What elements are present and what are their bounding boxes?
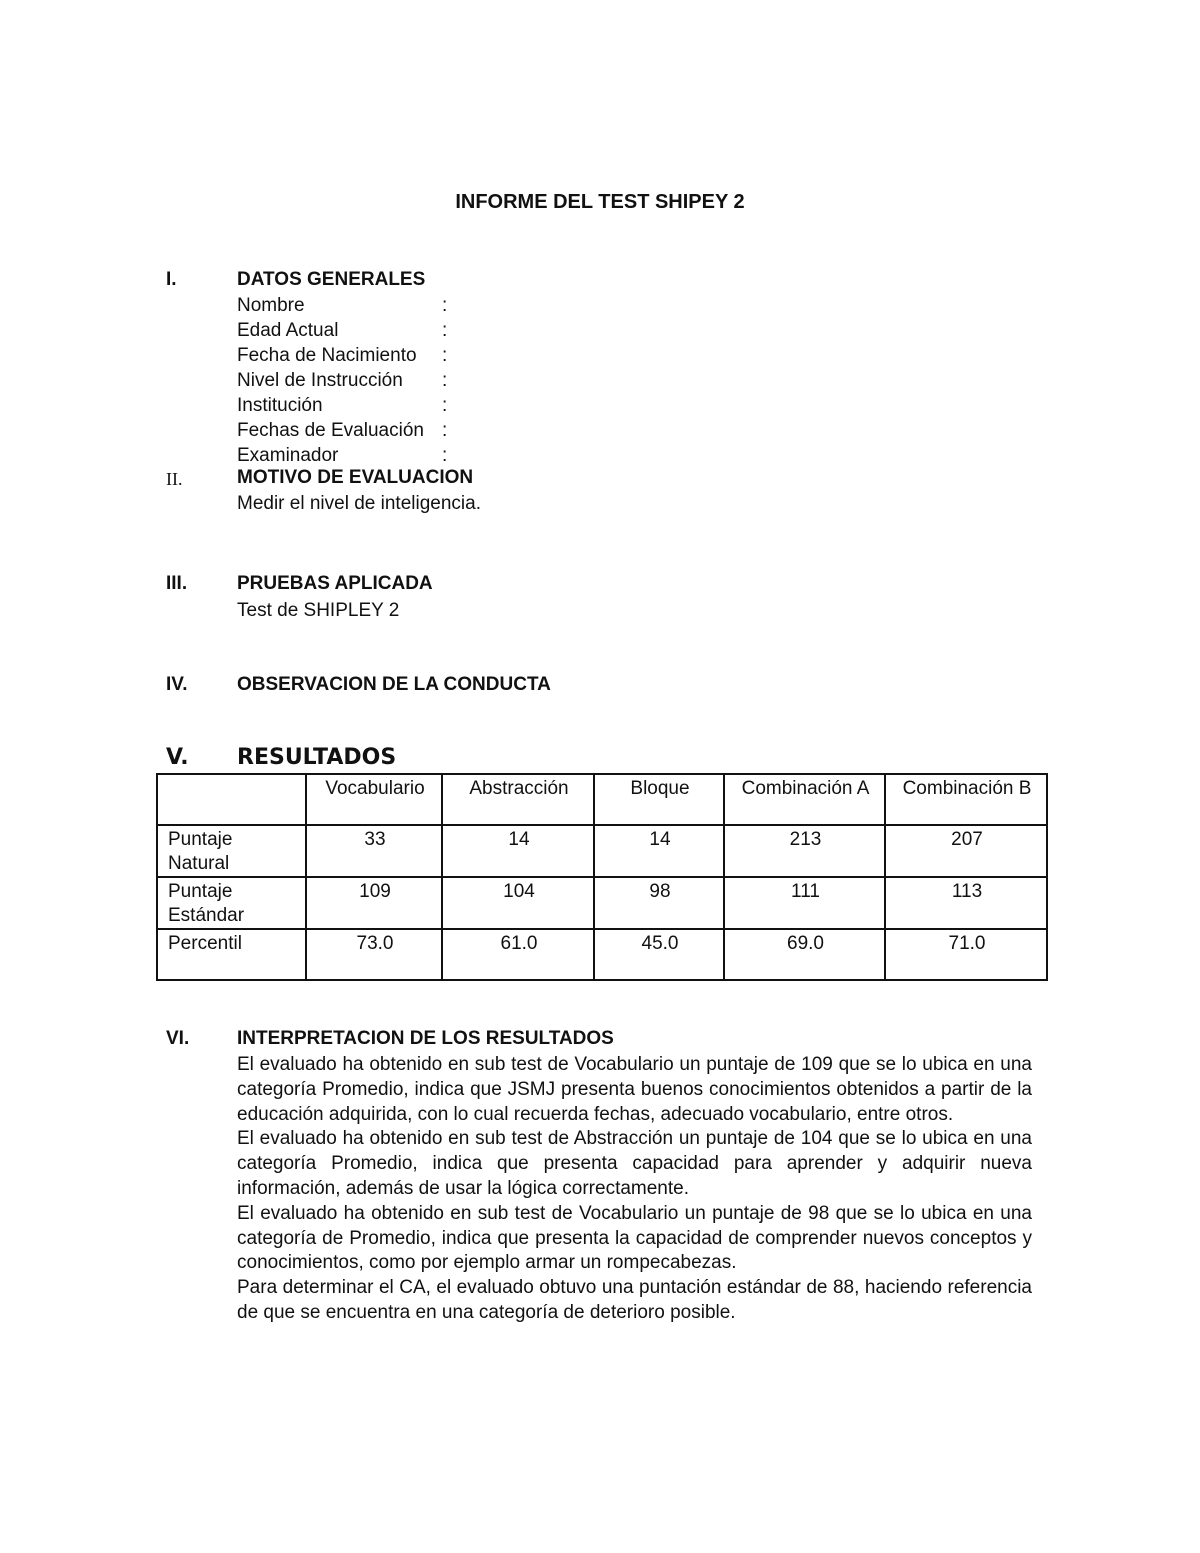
field-colon: : xyxy=(442,395,448,416)
table-header-cell: Abstracción xyxy=(442,774,594,825)
table-cell: 207 xyxy=(885,825,1047,877)
field-colon: : xyxy=(442,295,448,316)
section-3-text: Test de SHIPLEY 2 xyxy=(237,600,400,621)
table-cell: 104 xyxy=(442,877,594,929)
field-label: Institución xyxy=(237,395,323,416)
section-4-number: IV. xyxy=(166,674,188,695)
field-label: Edad Actual xyxy=(237,320,339,341)
table-row xyxy=(157,825,1047,877)
table-header-cell: Bloque xyxy=(594,774,724,825)
interpretation-body xyxy=(237,1053,1032,1326)
section-5-heading: RESULTADOS xyxy=(237,745,397,770)
table-cell: 109 xyxy=(306,877,442,929)
table-cell: 213 xyxy=(724,825,885,877)
table-cell: 45.0 xyxy=(594,929,724,980)
table-cell: 33 xyxy=(306,825,442,877)
interpretation-paragraph: El evaluado ha obtenido en sub test de Abstracción un puntaje de 104 que se lo ubica en una categoría Promedio, indica que presenta capacidad para aprender y adquirir nueva información, además de usar la lógica correctamente. xyxy=(237,1128,1032,1199)
field-label: Nivel de Instrucción xyxy=(237,370,403,391)
table-cell: 73.0 xyxy=(306,929,442,980)
table-cell: 98 xyxy=(594,877,724,929)
table-cell: 14 xyxy=(594,825,724,877)
table-header-cell xyxy=(157,774,306,825)
section-2-number: II. xyxy=(166,469,183,489)
table-cell: 14 xyxy=(442,825,594,877)
table-header-cell: Vocabulario xyxy=(306,774,442,825)
field-colon: : xyxy=(442,370,448,391)
field-label: Fecha de Nacimiento xyxy=(237,345,417,366)
interpretation-paragraph: El evaluado ha obtenido en sub test de Vocabulario un puntaje de 109 que se lo ubica en una categoría Promedio, indica que JSMJ presenta buenos conocimientos obtenidos a partir de la educación adquirida, con lo cual recuerda fechas, adecuado vocabulario, entre otros. xyxy=(237,1054,1032,1125)
field-fecha-nacimiento xyxy=(237,343,477,368)
general-data-fields xyxy=(237,293,477,468)
document-title: INFORME DEL TEST SHIPEY 2 xyxy=(455,191,745,213)
interpretation-paragraph: El evaluado ha obtenido en sub test de Vocabulario un puntaje de 98 que se lo ubica en una categoría de Promedio, indica que presenta la capacidad de comprender nuevos conceptos y conocimientos, como por ejemplo armar un rompecabezas. xyxy=(237,1202,1032,1274)
row-label: Percentil xyxy=(157,929,306,980)
table-cell: 113 xyxy=(885,877,1047,929)
field-institucion xyxy=(237,393,477,418)
field-label: Fechas de Evaluación xyxy=(237,420,424,441)
table-header-cell: Combinación B xyxy=(885,774,1047,825)
table-cell: 69.0 xyxy=(724,929,885,980)
field-colon: : xyxy=(442,320,448,341)
field-colon: : xyxy=(442,445,448,466)
section-3-heading: PRUEBAS APLICADA xyxy=(237,573,433,594)
section-3-number: III. xyxy=(166,573,188,594)
field-examinador xyxy=(237,443,477,468)
section-1-heading: DATOS GENERALES xyxy=(237,269,426,290)
field-nivel-instruccion xyxy=(237,368,477,393)
table-row xyxy=(157,929,1047,980)
field-fechas-evaluacion xyxy=(237,418,477,443)
results-table xyxy=(156,773,1048,981)
table-cell: 111 xyxy=(724,877,885,929)
field-edad-actual xyxy=(237,318,477,343)
section-6-heading: INTERPRETACION DE LOS RESULTADOS xyxy=(237,1028,614,1049)
row-label: Puntaje Estándar xyxy=(157,877,306,929)
table-header-cell: Combinación A xyxy=(724,774,885,825)
section-4-heading: OBSERVACION DE LA CONDUCTA xyxy=(237,674,551,695)
table-cell: 61.0 xyxy=(442,929,594,980)
field-label: Examinador xyxy=(237,445,339,466)
row-label: Puntaje Natural xyxy=(157,825,306,877)
field-nombre xyxy=(237,293,477,318)
section-5-number: V. xyxy=(166,745,189,770)
section-2-text: Medir el nivel de inteligencia. xyxy=(237,493,481,514)
interpretation-paragraph: Para determinar el CA, el evaluado obtuvo una puntación estándar de 88, haciendo referencia de que se encuentra en una categoría de deterioro posible. xyxy=(237,1277,1032,1323)
table-cell: 71.0 xyxy=(885,929,1047,980)
table-header-row xyxy=(157,774,1047,825)
field-label: Nombre xyxy=(237,295,305,316)
table-row xyxy=(157,877,1047,929)
field-colon: : xyxy=(442,345,448,366)
section-2-heading: MOTIVO DE EVALUACION xyxy=(237,467,474,488)
field-colon: : xyxy=(442,420,448,441)
section-1-number: I. xyxy=(166,269,177,290)
section-6-number: VI. xyxy=(166,1028,190,1049)
